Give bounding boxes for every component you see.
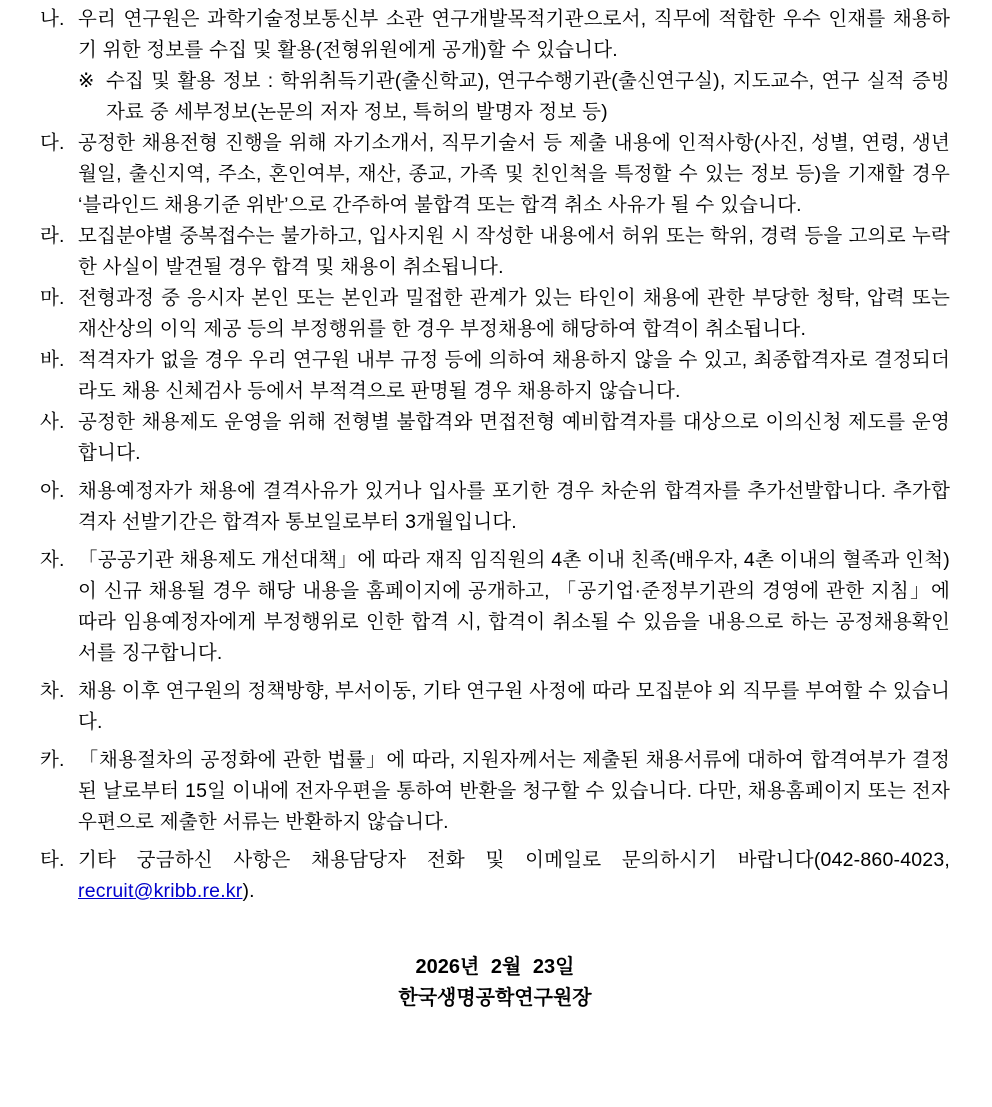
notice-item	[40, 745, 950, 838]
doc-signature: 한국생명공학연구원장	[398, 987, 592, 1009]
doc-date: 2026년 2월 23일	[415, 956, 575, 978]
item-text-after: ).	[242, 880, 255, 902]
item-text: 전형과정 중 응시자 본인 또는 본인과 밀접한 관계가 있는 타인이 채용에 관한 부당한 청탁, 압력 또는 재산상의 이익 제공 등의 부정행위를 한 경우 부정채용에 해당하여 합격이 취소됩니다.	[78, 287, 950, 340]
notice-item	[40, 4, 950, 128]
item-paragraph	[40, 221, 950, 283]
notice-item	[40, 476, 950, 538]
note-marker: ※	[78, 70, 95, 92]
item-label: 마.	[40, 287, 65, 309]
item-label: 차.	[40, 680, 65, 702]
email-link[interactable]: recruit@kribb.re.kr	[78, 880, 243, 902]
item-text: 적격자가 없을 경우 우리 연구원 내부 규정 등에 의하여 채용하지 않을 수 있고, 최종합격자로 결정되더라도 채용 신체검사 등에서 부적격으로 판명될 경우 채용하지 않습니다.	[78, 349, 950, 402]
item-paragraph	[40, 476, 950, 538]
item-note	[40, 66, 950, 128]
item-paragraph	[40, 545, 950, 669]
item-label: 라.	[40, 225, 65, 247]
note-text: 수집 및 활용 정보 : 학위취득기관(출신학교), 연구수행기관(출신연구실), 지도교수, 연구 실적 증빙자료 중 세부정보(논문의 저자 정보, 특허의 발명자 정보 등)	[106, 70, 950, 123]
item-paragraph	[40, 128, 950, 221]
item-text: 공정한 채용전형 진행을 위해 자기소개서, 직무기술서 등 제출 내용에 인적사항(사진, 성별, 연령, 생년월일, 출신지역, 주소, 혼인여부, 재산, 종교, 가족 및 친인척을 특정할 수 있는 정보 등)을 기재할 경우 ‘블라인드 채용기준 위반’으로 간주하여 불합격 또는 합격 취소 사유가 될 수 있습니다.	[78, 132, 950, 216]
item-label: 자.	[40, 549, 65, 571]
notice-item	[40, 545, 950, 669]
notice-item	[40, 221, 950, 283]
item-label: 바.	[40, 349, 65, 371]
item-label: 사.	[40, 411, 65, 433]
notice-item	[40, 283, 950, 345]
item-paragraph	[40, 4, 950, 66]
item-text: 채용 이후 연구원의 정책방향, 부서이동, 기타 연구원 사정에 따라 모집분야 외 직무를 부여할 수 있습니다.	[78, 680, 950, 733]
item-paragraph	[40, 407, 950, 469]
item-text: 우리 연구원은 과학기술정보통신부 소관 연구개발목적기관으로서, 직무에 적합한 우수 인재를 채용하기 위한 정보를 수집 및 활용(전형위원에게 공개)할 수 있습니다.	[78, 8, 950, 61]
item-label: 타.	[40, 849, 65, 871]
item-text: 공정한 채용제도 운영을 위해 전형별 불합격와 면접전형 예비합격자를 대상으로 이의신청 제도를 운영합니다.	[78, 411, 950, 464]
doc-footer	[40, 952, 950, 1014]
item-text: 채용예정자가 채용에 결격사유가 있거나 입사를 포기한 경우 차순위 합격자를 추가선발합니다. 추가합격자 선발기간은 합격자 통보일로부터 3개월입니다.	[78, 480, 950, 533]
item-paragraph	[40, 845, 950, 907]
notice-item	[40, 845, 950, 907]
notice-item	[40, 128, 950, 221]
item-label: 아.	[40, 480, 65, 502]
item-label: 다.	[40, 132, 65, 154]
item-label: 나.	[40, 8, 65, 30]
item-text: 「공공기관 채용제도 개선대책」에 따라 재직 임직원의 4촌 이내 친족(배우자, 4촌 이내의 혈족과 인척)이 신규 채용될 경우 해당 내용을 홈페이지에 공개하고, 「공기업·준정부기관의 경영에 관한 지침」에 따라 임용예정자에게 부정행위로 인한 합격 시, 합격이 취소될 수 있음을 내용으로 하는 공정채용확인서를 징구합니다.	[78, 549, 950, 664]
item-text: 「채용절차의 공정화에 관한 법률」에 따라, 지원자께서는 제출된 채용서류에 대하여 합격여부가 결정된 날로부터 15일 이내에 전자우편을 통하여 반환을 청구할 수 있습니다. 다만, 채용홈페이지 또는 전자우편으로 제출한 서류는 반환하지 않습니다.	[78, 749, 950, 833]
item-text: 기타 궁금하신 사항은 채용담당자 전화 및 이메일로 문의하시기 바랍니다(042-860-4023,	[78, 849, 950, 871]
item-paragraph	[40, 283, 950, 345]
item-text: 모집분야별 중복접수는 불가하고, 입사지원 시 작성한 내용에서 허위 또는 학위, 경력 등을 고의로 누락한 사실이 발견될 경우 합격 및 채용이 취소됩니다.	[78, 225, 950, 278]
notice-item	[40, 407, 950, 469]
notice-item	[40, 676, 950, 738]
item-paragraph	[40, 745, 950, 838]
item-label: 카.	[40, 749, 65, 771]
notice-item	[40, 345, 950, 407]
item-paragraph	[40, 345, 950, 407]
item-paragraph	[40, 676, 950, 738]
